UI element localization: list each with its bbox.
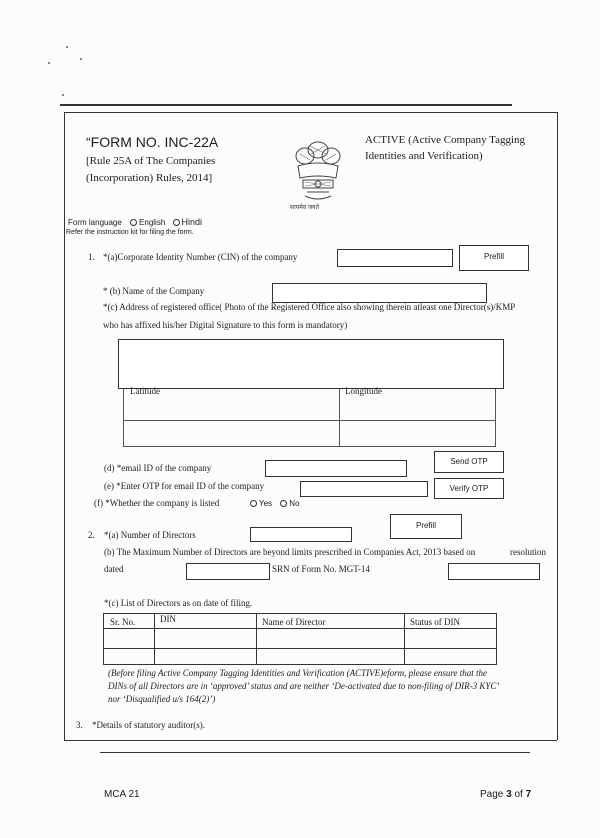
company-name-label: * (b) Name of the Company — [103, 286, 205, 296]
frame-top — [64, 112, 557, 113]
prefill-cin-button[interactable]: Prefill — [459, 245, 529, 271]
scan-speck — [80, 58, 82, 60]
directors-table-header-line — [103, 628, 497, 629]
longitude-input[interactable] — [340, 421, 495, 446]
frame-bottom — [64, 740, 557, 741]
otp-input[interactable] — [300, 481, 428, 497]
latitude-input[interactable] — [124, 421, 338, 446]
listed-label: (f) *Whether the company is listed — [94, 498, 220, 508]
section-1-number: 1. — [88, 252, 95, 262]
listed-yes-radio[interactable]: Yes — [250, 499, 272, 508]
hindi-radio[interactable]: Hindi — [173, 217, 203, 227]
current-page-number: 3 — [506, 789, 512, 800]
section-3-number: 3. — [76, 720, 83, 730]
number-of-directors-input[interactable] — [250, 527, 352, 542]
emblem-caption: सत्यमेव जयते — [290, 205, 320, 211]
address-label-line-1: *(c) Address of registered office( Photo of the Registered Office also showing therein atleast one Director(s)/KMP — [103, 302, 516, 312]
section-2-number: 2. — [88, 530, 95, 540]
radio-icon — [280, 500, 287, 507]
din-status-note: (Before filing Active Company Tagging Identities and Verification (ACTIVE)eform, please ensure that the DINs of all Directors are in ‘approved’ status and are neither ‘De-activated due to non-filing of DIR-3 KYC’ nor ‘Disqualified u/s 164(2)’) — [108, 668, 499, 704]
directors-table-row-line — [103, 648, 497, 649]
total-pages-number: 7 — [525, 789, 532, 800]
otp-label: (e) *Enter OTP for email ID of the company — [104, 481, 265, 491]
send-otp-button[interactable]: Send OTP — [434, 451, 504, 473]
table-header-name: Name of Director — [262, 617, 326, 627]
max-directors-label: (b) The Maximum Number of Directors are beyond limits prescribed in Companies Act, 2013 based on — [104, 547, 476, 557]
directors-list-label: *(c) List of Directors as on date of filing. — [104, 598, 253, 608]
radio-icon — [250, 500, 257, 507]
footer-brand: MCA 21 — [104, 789, 140, 800]
dated-label: dated — [104, 564, 124, 574]
email-input[interactable] — [265, 460, 407, 477]
rule-line-2: (Incorporation) Rules, 2014] — [86, 172, 213, 184]
cin-input[interactable] — [337, 249, 453, 267]
resolution-label: resolution — [510, 547, 546, 557]
scan-speck — [48, 62, 50, 64]
footer-rule — [100, 752, 530, 753]
listed-radio-group — [250, 499, 300, 508]
instruction-text: Refer the instruction kit for filing the form. — [66, 229, 194, 236]
directors-table-col-line — [256, 613, 257, 665]
longitude-label: Longitude — [345, 386, 382, 396]
radio-icon — [130, 219, 137, 226]
frame-right — [557, 112, 558, 740]
top-rule — [60, 104, 512, 106]
resolution-date-input[interactable] — [186, 563, 270, 580]
radio-icon — [173, 219, 180, 226]
cin-label: *(a)Corporate Identity Number (CIN) of the company — [103, 252, 298, 262]
srn-label: SRN of Form No. MGT-14 — [272, 564, 370, 574]
form-title-line-1: ACTIVE (Active Company Tagging — [365, 134, 526, 146]
latitude-label: Latitude — [130, 386, 160, 396]
form-language-row — [68, 217, 202, 227]
srn-input[interactable] — [448, 563, 540, 580]
registered-address-textarea[interactable] — [118, 339, 504, 389]
directors-table-col-line — [404, 613, 405, 665]
table-header-sr-no: Sr. No. — [110, 617, 136, 627]
form-language-label: Form language — [68, 218, 122, 227]
english-radio[interactable]: English — [130, 218, 165, 227]
scan-speck — [62, 94, 64, 96]
company-name-input[interactable] — [272, 283, 487, 303]
listed-no-radio[interactable]: No — [280, 499, 299, 508]
directors-table-col-line — [154, 613, 155, 665]
form-number: “FORM NO. INC-22A — [86, 134, 219, 150]
prefill-directors-button[interactable]: Prefill — [390, 514, 462, 539]
table-header-status: Status of DIN — [410, 617, 460, 627]
table-header-din: DIN — [160, 614, 176, 624]
form-title-line-2: Identities and Verification) — [365, 150, 483, 162]
email-label: (d) *email ID of the company — [104, 463, 212, 473]
number-of-directors-label: *(a) Number of Directors — [104, 530, 196, 540]
address-label-line-2: who has affixed his/her Digital Signature to this form is mandatory) — [103, 320, 348, 330]
statutory-auditor-label: *Details of statutory auditor(s). — [92, 720, 205, 730]
verify-otp-button[interactable]: Verify OTP — [434, 478, 504, 499]
frame-left — [64, 112, 65, 740]
rule-line-1: [Rule 25A of The Companies — [86, 155, 216, 167]
scan-speck — [66, 46, 68, 48]
page-indicator: Page 3 of 7 — [480, 789, 532, 800]
